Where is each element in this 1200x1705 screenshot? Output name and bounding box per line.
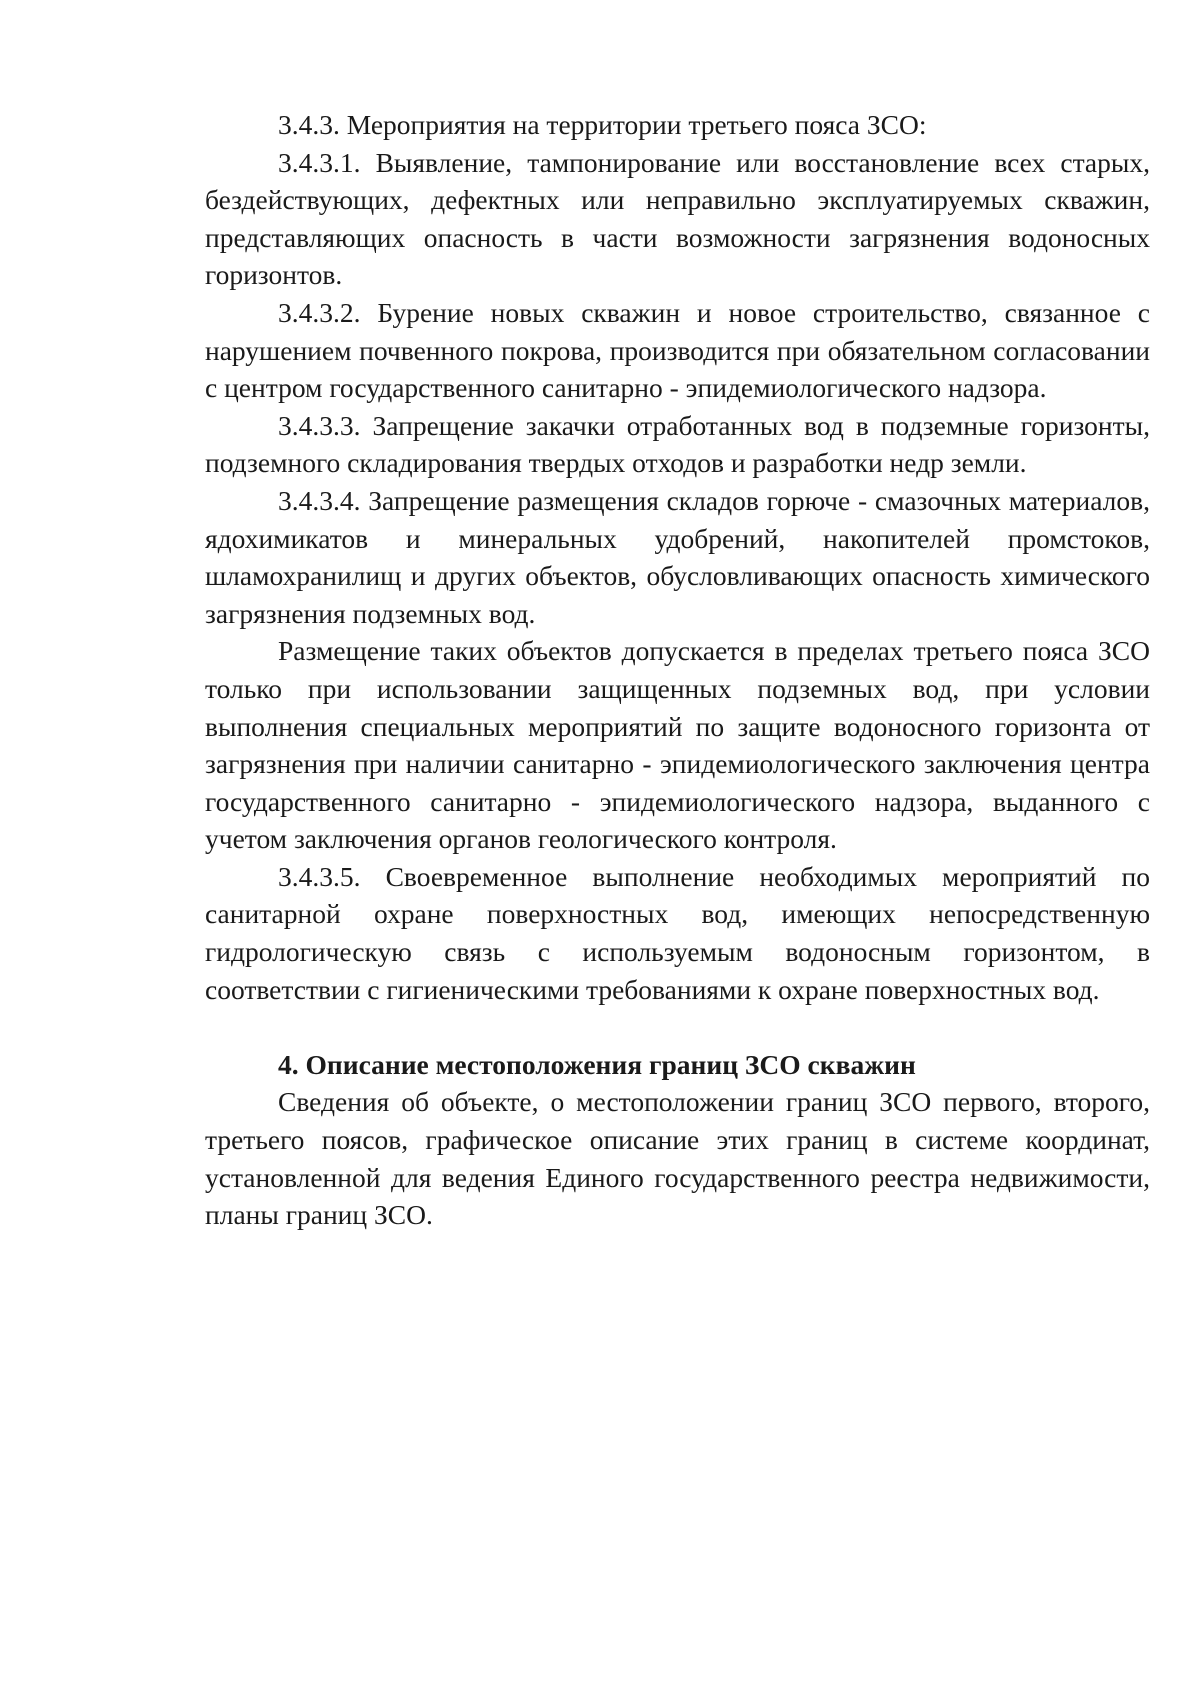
paragraph-3-4-3-1: 3.4.3.1. Выявление, тампонирование или восстановление всех старых, бездействующих, дефектных или неправильно эксплуатируемых скважин, представляющих опасность в части возможности загрязнения водоносных горизонтов. [205,146,1150,291]
paragraph-3-4-3-3: 3.4.3.3. Запрещение закачки отработанных вод в подземные горизонты, подземного складирования твердых отходов и разработки недр земли. [205,409,1150,479]
paragraph-3-4-3: 3.4.3. Мероприятия на территории третьего пояса ЗСО: [278,109,927,140]
section-4-heading: 4. Описание местоположения границ ЗСО скважин [278,1048,916,1080]
section-4-text: Сведения об объекте, о местоположении границ ЗСО первого, второго, третьего поясов, графическое описание этих границ в системе координат, установленной для ведения Единого государственного реестра недвижимости, планы границ ЗСО. [205,1086,1150,1231]
paragraph-3-4-3-5: 3.4.3.5. Своевременное выполнение необходимых мероприятий по санитарной охране поверхностных вод, имеющих непосредственную гидрологическую связь с используемым водоносным горизонтом, в соответствии с гигиеническими требованиями к охране поверхностных вод. [205,860,1150,1005]
paragraph-3-4-3-2: 3.4.3.2. Бурение новых скважин и новое строительство, связанное с нарушением почвенного покрова, производится при обязательном согласовании с центром государственного санитарно - эпидемиологического надзора. [205,296,1150,404]
paragraph-placement-conditions: Размещение таких объектов допускается в пределах третьего пояса ЗСО только при использовании защищенных подземных вод, при условии выполнения специальных мероприятий по защите водоносного горизонта от загрязнения при наличии санитарно - эпидемиологического заключения центра государственного санитарно - эпидемиологического надзора, выданного с учетом заключения органов геологического контроля. [205,635,1150,855]
paragraph-3-4-3-4: 3.4.3.4. Запрещение размещения складов горюче - смазочных материалов, ядохимикатов и минеральных удобрений, накопителей промстоков, шламохранилищ и других объектов, обусловливающих опасность химического загрязнения подземных вод. [205,484,1150,629]
document-page [205,106,1150,1234]
